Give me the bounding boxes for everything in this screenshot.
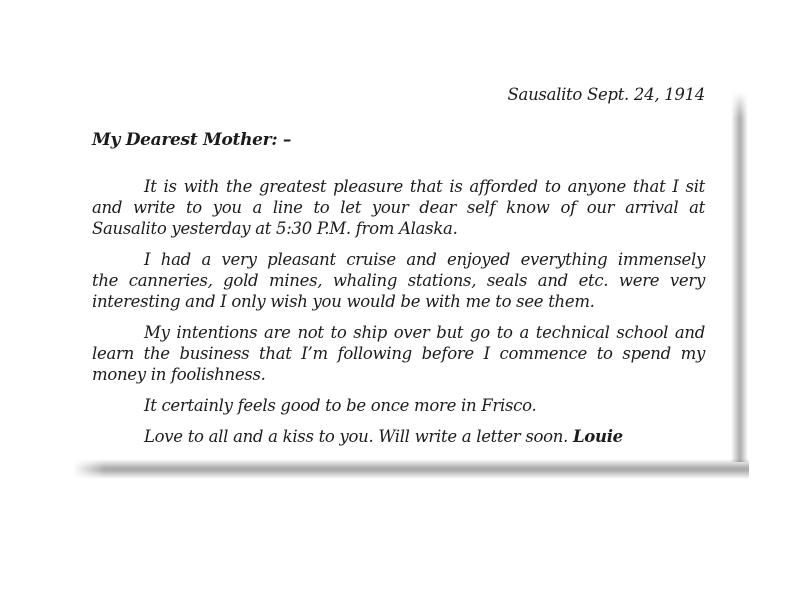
letter-paragraph xyxy=(92,322,705,385)
page-shadow-right xyxy=(731,92,748,462)
letter-line: and write to you a line to let your dear self know of our arrival at xyxy=(92,198,705,217)
letter-line: Sausalito yesterday at 5:30 P.M. from Alaska. xyxy=(92,219,458,238)
letter-line: My intentions are not to ship over but go to a technical school and xyxy=(144,323,705,342)
closing-text: Love to all and a kiss to you. Will write a letter soon. xyxy=(144,427,569,446)
letter-salutation: My Dearest Mother: – xyxy=(92,130,292,150)
page-shadow-bottom xyxy=(73,459,749,479)
letter-line: I had a very pleasant cruise and enjoyed everything immensely xyxy=(144,250,705,269)
letter-line: money in foolishness. xyxy=(92,365,266,384)
letter-paragraph xyxy=(92,176,705,239)
letter-line: learn the business that I’m following before I commence to spend my xyxy=(92,344,705,363)
letter-paragraph xyxy=(92,249,705,312)
letter-body xyxy=(92,84,705,457)
letter-line: It is with the greatest pleasure that is afforded to anyone that I sit xyxy=(144,177,705,196)
letter-paragraph xyxy=(92,395,705,416)
letter-line: the canneries, gold mines, whaling stations, seals and etc. were very xyxy=(92,271,705,290)
letter-line: interesting and I only wish you would be with me to see them. xyxy=(92,292,595,311)
letter-closing-line xyxy=(92,426,705,447)
letter-closing-paragraph xyxy=(92,426,705,447)
signature: Louie xyxy=(572,427,623,446)
letter-line: It certainly feels good to be once more in Frisco. xyxy=(144,396,537,415)
letter-dateline: Sausalito Sept. 24, 1914 xyxy=(507,85,705,104)
